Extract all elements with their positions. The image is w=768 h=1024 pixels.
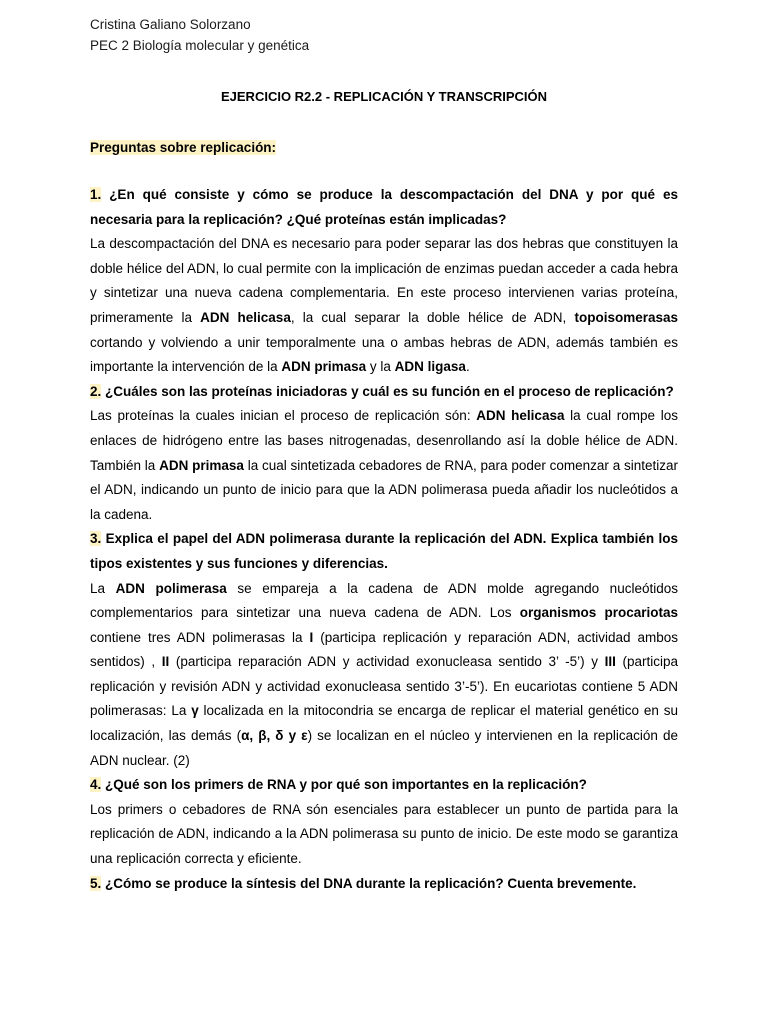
answer-3-text: (participa replicación y revisión ADN y actividad exonucleasa sentido 3’-5’). En eucariotas contiene 5 ADN polimerasas: La — [90, 654, 679, 719]
answer-3-text: contiene tres ADN polimerasas la — [90, 629, 310, 645]
question-4 — [90, 773, 678, 798]
answer-4-text: Los primers o cebadores de RNA són esenciales para establecer un punto de partida para la replicación de ADN, indicando a la ADN polimerasa su punto de inicio. De este modo se garantiza una replicación correcta y eficiente. — [90, 801, 678, 867]
section-heading-text: Preguntas sobre replicación: — [90, 140, 277, 155]
section-heading — [90, 138, 678, 158]
answer-2-text: la cual sintetizada cebadores de RNA, para poder comenzar a sintetizar el ADN, indicando un punto de inicio para que la ADN polimerasa pueda añadir los nucleótidos a la cadena. — [90, 457, 678, 522]
answer-3-text: ) se localizan en el núcleo y intervienen en la replicación de ADN nuclear. (2) — [90, 728, 678, 768]
answer-4 — [90, 798, 678, 872]
author-name: Cristina Galiano Solorzano — [90, 17, 251, 32]
answer-1-text: La descompactación del DNA es necesario para poder separar las dos hebras que constituyen la doble hélice del ADN, lo cual permite con la implicación de enzimas puedan acceder a cada hebra y sintetizar una nueva cadena complementaria. En este proceso intervienen varias proteína, primeramente la — [90, 236, 678, 325]
document-title: EJERCICIO R2.2 - REPLICACIÓN Y TRANSCRIPCIÓN — [220, 89, 547, 104]
question-3-number: 3. — [90, 531, 102, 547]
question-5-text: ¿Cómo se produce la síntesis del DNA durante la replicación? Cuenta brevemente. — [101, 875, 637, 891]
question-3 — [90, 527, 678, 576]
answer-3-term-greek-list: α, β, δ y ε — [241, 728, 308, 744]
answer-3-text: localizada en la mitocondria se encarga de replicar el material genético en su localización, las demás ( — [90, 703, 678, 744]
answer-2-term-primasa: ADN primasa — [159, 457, 244, 473]
answer-3-text: (participa reparación ADN y actividad exonucleasa sentido 3’ -5’) y — [169, 654, 605, 670]
answer-1-text: , la cual separar la doble hélice de ADN, — [290, 309, 575, 325]
question-2 — [90, 380, 678, 405]
question-1 — [90, 183, 678, 232]
answer-3-term-procariotas: organismos procariotas — [519, 605, 678, 621]
question-2-text: ¿Cuáles son las proteínas iniciadoras y cuál es su función en el proceso de replicación? — [101, 383, 674, 399]
answer-3-term-pol-ii: II — [161, 654, 170, 670]
answer-3-text: La — [90, 580, 116, 596]
question-1-text: ¿En qué consiste y cómo se produce la descompactación del DNA y por qué es necesaria para la replicación? ¿Qué proteínas están implicadas? — [90, 187, 678, 227]
answer-3-term-pol-i: I — [309, 629, 314, 645]
question-5-number: 5. — [90, 875, 102, 891]
answer-1-text: cortando y volviendo a unir temporalmente una o ambas hebras de ADN, además también es importante la intervención de la — [90, 334, 678, 375]
question-3-text: Explica el papel del ADN polimerasa durante la replicación del ADN. Explica también los tipos existentes y sus funciones y diferencias. — [90, 531, 678, 571]
answer-1-text: . — [465, 359, 470, 375]
question-4-text: ¿Qué son los primers de RNA y por qué son importantes en la replicación? — [101, 777, 587, 793]
answer-1-term-helicasa: ADN helicasa — [200, 309, 291, 325]
answer-1-term-ligasa: ADN ligasa — [394, 359, 466, 375]
answer-2-text: Las proteínas la cuales inician el proceso de replicación són: — [90, 408, 477, 424]
answer-3-text: se empareja a la cadena de ADN molde agregando nucleótidos complementarios para sintetizar una nueva cadena de ADN. Los — [90, 580, 678, 621]
question-5 — [90, 872, 678, 897]
answer-3-text: (participa replicación y reparación ADN, actividad ambos sentidos) , — [90, 629, 678, 670]
answer-3-term-gamma: γ — [191, 703, 199, 719]
answer-1 — [90, 232, 678, 380]
question-4-number: 4. — [90, 777, 102, 793]
answer-1-text: y la — [366, 359, 395, 375]
answer-3 — [90, 577, 678, 774]
answer-1-term-topoisomerasas: topoisomerasas — [574, 309, 678, 325]
answer-2-term-helicasa: ADN helicasa — [476, 408, 565, 424]
answer-1-term-primasa: ADN primasa — [281, 359, 367, 375]
question-2-number: 2. — [90, 383, 102, 399]
answer-2 — [90, 404, 678, 527]
answer-3-term-polimerasa: ADN polimerasa — [115, 580, 227, 596]
answer-3-term-pol-iii: III — [604, 654, 616, 670]
question-1-number: 1. — [90, 187, 102, 202]
questions-body — [90, 183, 678, 896]
course-name: PEC 2 Biología molecular y genética — [90, 38, 310, 53]
answer-2-text: la cual rompe los enlaces de hidrógeno entre las bases nitrogenadas, desenrollando así la doble hélice de ADN. También la — [90, 408, 678, 473]
